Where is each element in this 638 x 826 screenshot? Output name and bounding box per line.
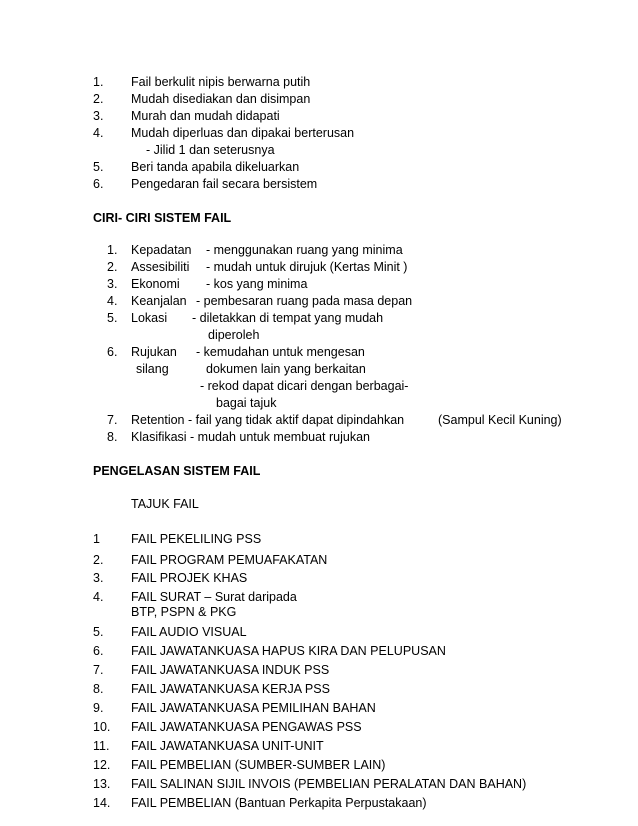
ciri-term: Ekonomi [131,277,180,291]
list-number: 6. [107,345,118,359]
list-item: FAIL PROJEK KHAS [131,571,248,585]
list-item: FAIL PEMBELIAN (SUMBER-SUMBER LAIN) [131,758,386,772]
list-number: 13. [93,777,111,791]
list-item: FAIL JAWATANKUASA HAPUS KIRA DAN PELUPUSAN [131,644,446,658]
ciri-description: - rekod dapat dicari dengan berbagai- [200,379,409,393]
list-item: Pengedaran fail secara bersistem [131,177,318,191]
list-number: 4. [107,294,118,308]
list-item: Mudah disediakan dan disimpan [131,92,311,106]
list-item: FAIL SALINAN SIJIL INVOIS (PEMBELIAN PERALATAN DAN BAHAN) [131,777,527,791]
list-number: 10. [93,720,111,734]
section-heading: PENGELASAN SISTEM FAIL [93,464,261,478]
ciri-term: silang [136,362,169,376]
ciri-description: - pembesaran ruang pada masa depan [196,294,413,308]
list-item: FAIL PEMBELIAN (Bantuan Perkapita Perpustakaan) [131,796,427,810]
ciri-description: - diletakkan di tempat yang mudah [192,311,384,325]
section-heading: CIRI- CIRI SISTEM FAIL [93,211,232,225]
ciri-note: (Sampul Kecil Kuning) [438,413,562,427]
list-item: Beri tanda apabila dikeluarkan [131,160,300,174]
list-item: - Jilid 1 dan seterusnya [146,143,275,157]
list-number: 5. [93,625,104,639]
list-number: 6. [93,644,104,658]
list-number: 4. [93,126,104,140]
list-item: Fail berkulit nipis berwarna putih [131,75,311,89]
ciri-term: Kepadatan [131,243,192,257]
list-item: Murah dan mudah didapati [131,109,280,123]
ciri-description: - menggunakan ruang yang minima [206,243,403,257]
list-number: 7. [93,663,104,677]
list-number: 3. [93,571,104,585]
list-number: 4. [93,590,104,604]
list-number: 1. [93,75,104,89]
list-number: 3. [93,109,104,123]
list-number: 5. [93,160,104,174]
list-number: 1 [93,532,100,546]
list-item: FAIL PROGRAM PEMUAFAKATAN [131,553,328,567]
list-item: BTP, PSPN & PKG [131,605,237,619]
list-item: FAIL SURAT – Surat daripada [131,590,297,604]
list-number: 5. [107,311,118,325]
ciri-description: bagai tajuk [216,396,277,410]
column-heading: TAJUK FAIL [131,497,199,511]
list-number: 11. [93,739,110,753]
list-item: FAIL JAWATANKUASA KERJA PSS [131,682,330,696]
ciri-term: Rujukan [131,345,177,359]
list-number: 7. [107,413,118,427]
ciri-description: - mudah untuk dirujuk (Kertas Minit ) [206,260,408,274]
list-number: 2. [93,553,104,567]
list-item: FAIL JAWATANKUASA UNIT-UNIT [131,739,324,753]
ciri-description: Klasifikasi - mudah untuk membuat rujukan [131,430,371,444]
list-number: 2. [93,92,104,106]
ciri-term: Keanjalan [131,294,187,308]
list-item: FAIL JAWATANKUASA INDUK PSS [131,663,330,677]
ciri-description: - kos yang minima [206,277,308,291]
ciri-term: Lokasi [131,311,168,325]
ciri-description: Retention - fail yang tidak aktif dapat dipindahkan [131,413,405,427]
list-item: FAIL JAWATANKUASA PENGAWAS PSS [131,720,362,734]
ciri-description: diperoleh [208,328,260,342]
list-number: 2. [107,260,118,274]
list-number: 14. [93,796,111,810]
list-item: Mudah diperluas dan dipakai berterusan [131,126,355,140]
ciri-description: - kemudahan untuk mengesan [196,345,365,359]
list-item: FAIL JAWATANKUASA PEMILIHAN BAHAN [131,701,376,715]
list-number: 9. [93,701,104,715]
list-number: 8. [107,430,118,444]
list-item: FAIL AUDIO VISUAL [131,625,247,639]
list-number: 1. [107,243,118,257]
list-number: 6. [93,177,104,191]
ciri-term: Assesibiliti [131,260,190,274]
list-number: 8. [93,682,104,696]
list-number: 3. [107,277,118,291]
list-number: 12. [93,758,111,772]
ciri-description: dokumen lain yang berkaitan [206,362,366,376]
list-item: FAIL PEKELILING PSS [131,532,262,546]
